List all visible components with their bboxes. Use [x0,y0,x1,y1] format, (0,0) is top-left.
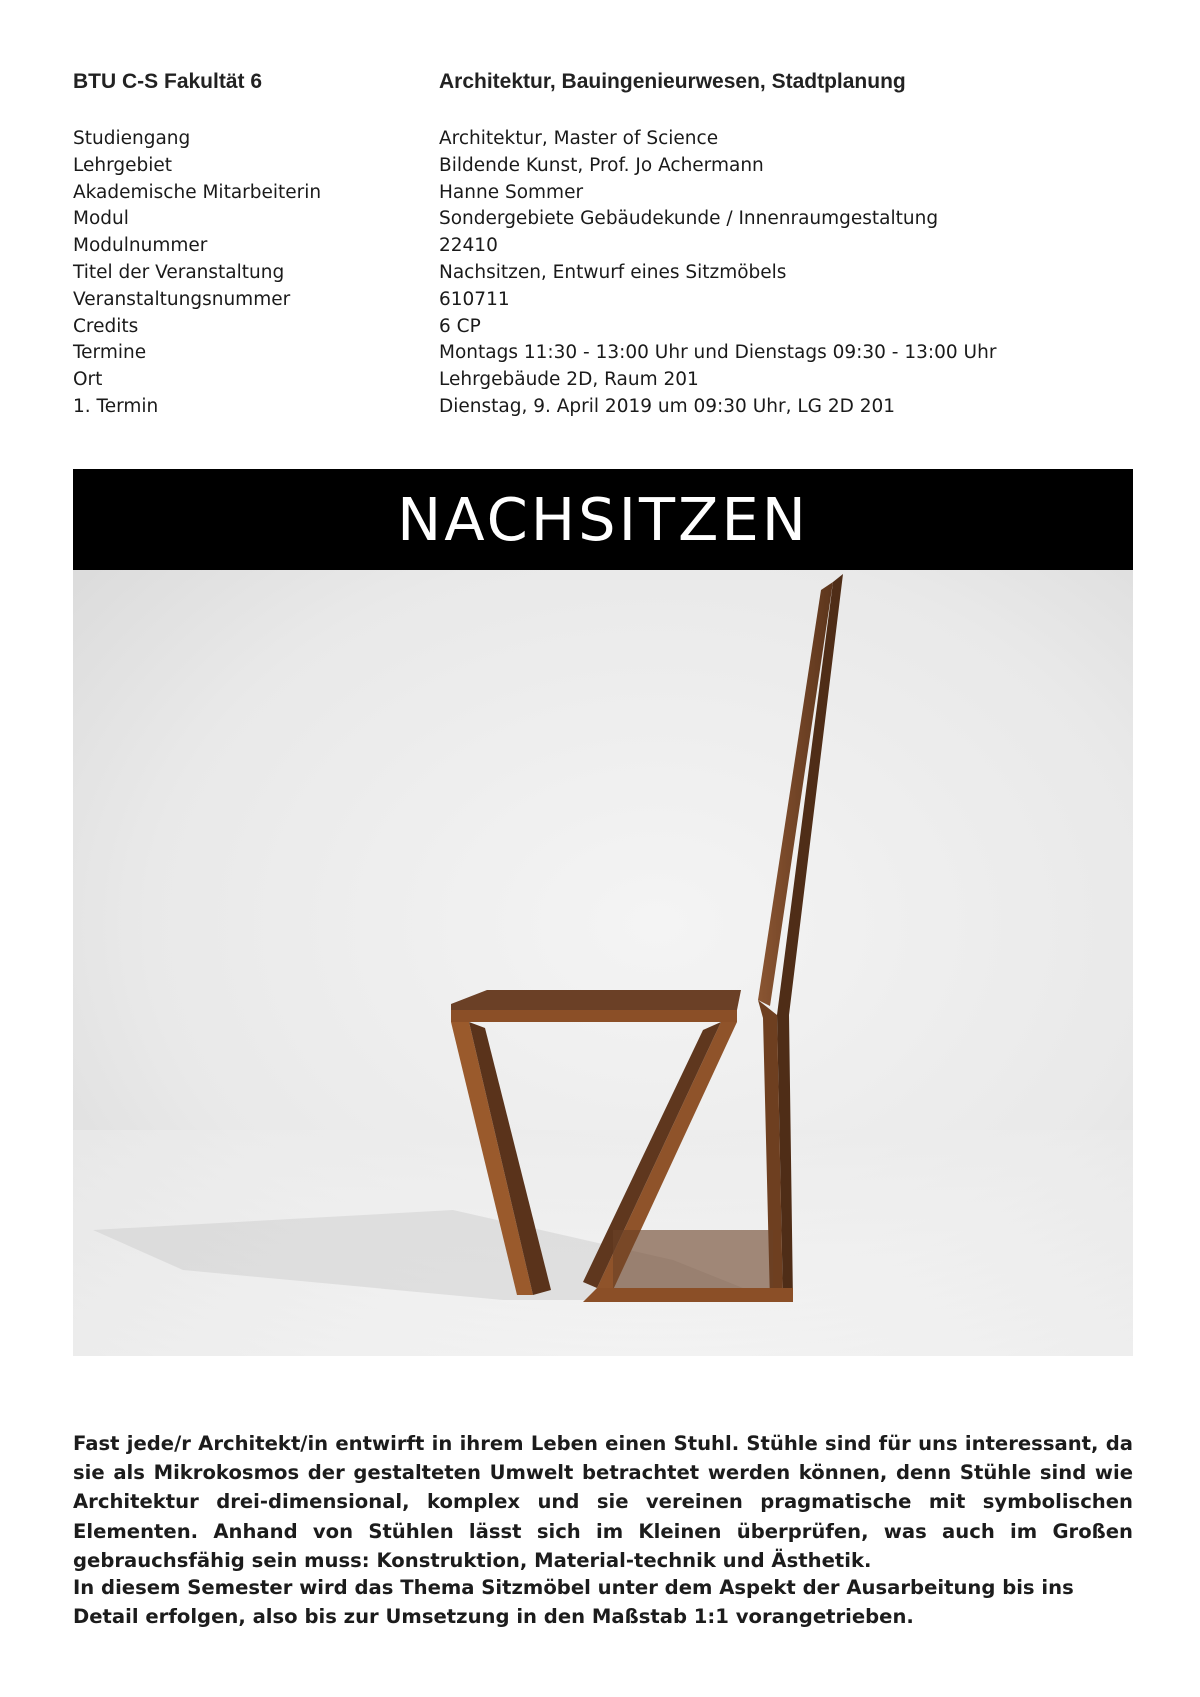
info-label: Ort [73,369,103,391]
info-value: Hanne Sommer [439,181,584,203]
info-label: Studiengang [73,128,191,149]
chair-illustration [73,570,1133,1356]
info-value: Lehrgebäude 2D, Raum 201 [439,369,699,391]
info-row-erster-termin [73,394,1133,421]
info-value: 610711 [439,288,510,310]
info-value: Bildende Kunst, Prof. Jo Achermann [439,154,764,176]
info-row-mitarbeiterin [73,180,1133,207]
faculty-heading: BTU C-S Fakultät 6 [73,70,263,93]
info-row-lehrgebiet [73,153,1133,180]
title-banner: NACHSITZEN [73,469,1133,570]
info-value: Sondergebiete Gebäudekunde / Innenraumgestaltung [439,208,939,230]
info-value: Nachsitzen, Entwurf eines Sitzmöbels [439,261,787,283]
semester-paragraph: In diesem Semester wird das Thema Sitzmöbel unter dem Aspekt der Ausarbeitung bis ins Detail erfolgen, also bis zur Umsetzung in den Maßstab 1:1 vorangetrieben. [73,1576,1074,1629]
info-row-veranstaltungsnummer [73,287,1133,314]
info-row-ort [73,367,1133,394]
info-row-termine [73,340,1133,367]
info-label: Modulnummer [73,235,208,257]
info-label: Titel der Veranstaltung [73,261,285,283]
info-value: Dienstag, 9. April 2019 um 09:30 Uhr, LG 2D 201 [439,395,896,417]
chair-photo [73,570,1133,1356]
course-info-list [73,126,1133,421]
info-row-modul [73,206,1133,233]
department-heading: Architektur, Bauingenieurwesen, Stadtplanung [439,70,906,93]
info-value: 6 CP [439,315,481,337]
intro-paragraph: Fast jede/r Architekt/in entwirft in ihrem Leben einen Stuhl. Stühle sind für uns interessant, da sie als Mikrokosmos der gestalteten Umwelt betrachtet werden können, denn Stühle sind wie Architektur drei-dimensional, komplex und sie vereinen pragmatische mit symbolischen Elementen. Anhand von Stühlen lässt sich im Kleinen überprüfen, was auch im Großen gebrauchsfähig sein muss: Konstruktion, Material-technik und Ästhetik. [73,1432,1133,1572]
info-row-credits [73,314,1133,341]
info-label: Veranstaltungsnummer [73,288,291,310]
info-label: Modul [73,208,129,230]
info-label: Credits [73,315,139,337]
info-label: Lehrgebiet [73,154,173,176]
info-value: Architektur, Master of Science [439,128,719,149]
info-label: 1. Termin [73,395,159,417]
info-label: Termine [73,342,147,364]
info-row-studiengang [73,126,1133,153]
info-value: 22410 [439,235,498,257]
info-row-titel [73,260,1133,287]
info-value: Montags 11:30 - 13:00 Uhr und Dienstags 09:30 - 13:00 Uhr [439,342,997,364]
info-label: Akademische Mitarbeiterin [73,181,322,203]
info-row-modulnummer [73,233,1133,260]
